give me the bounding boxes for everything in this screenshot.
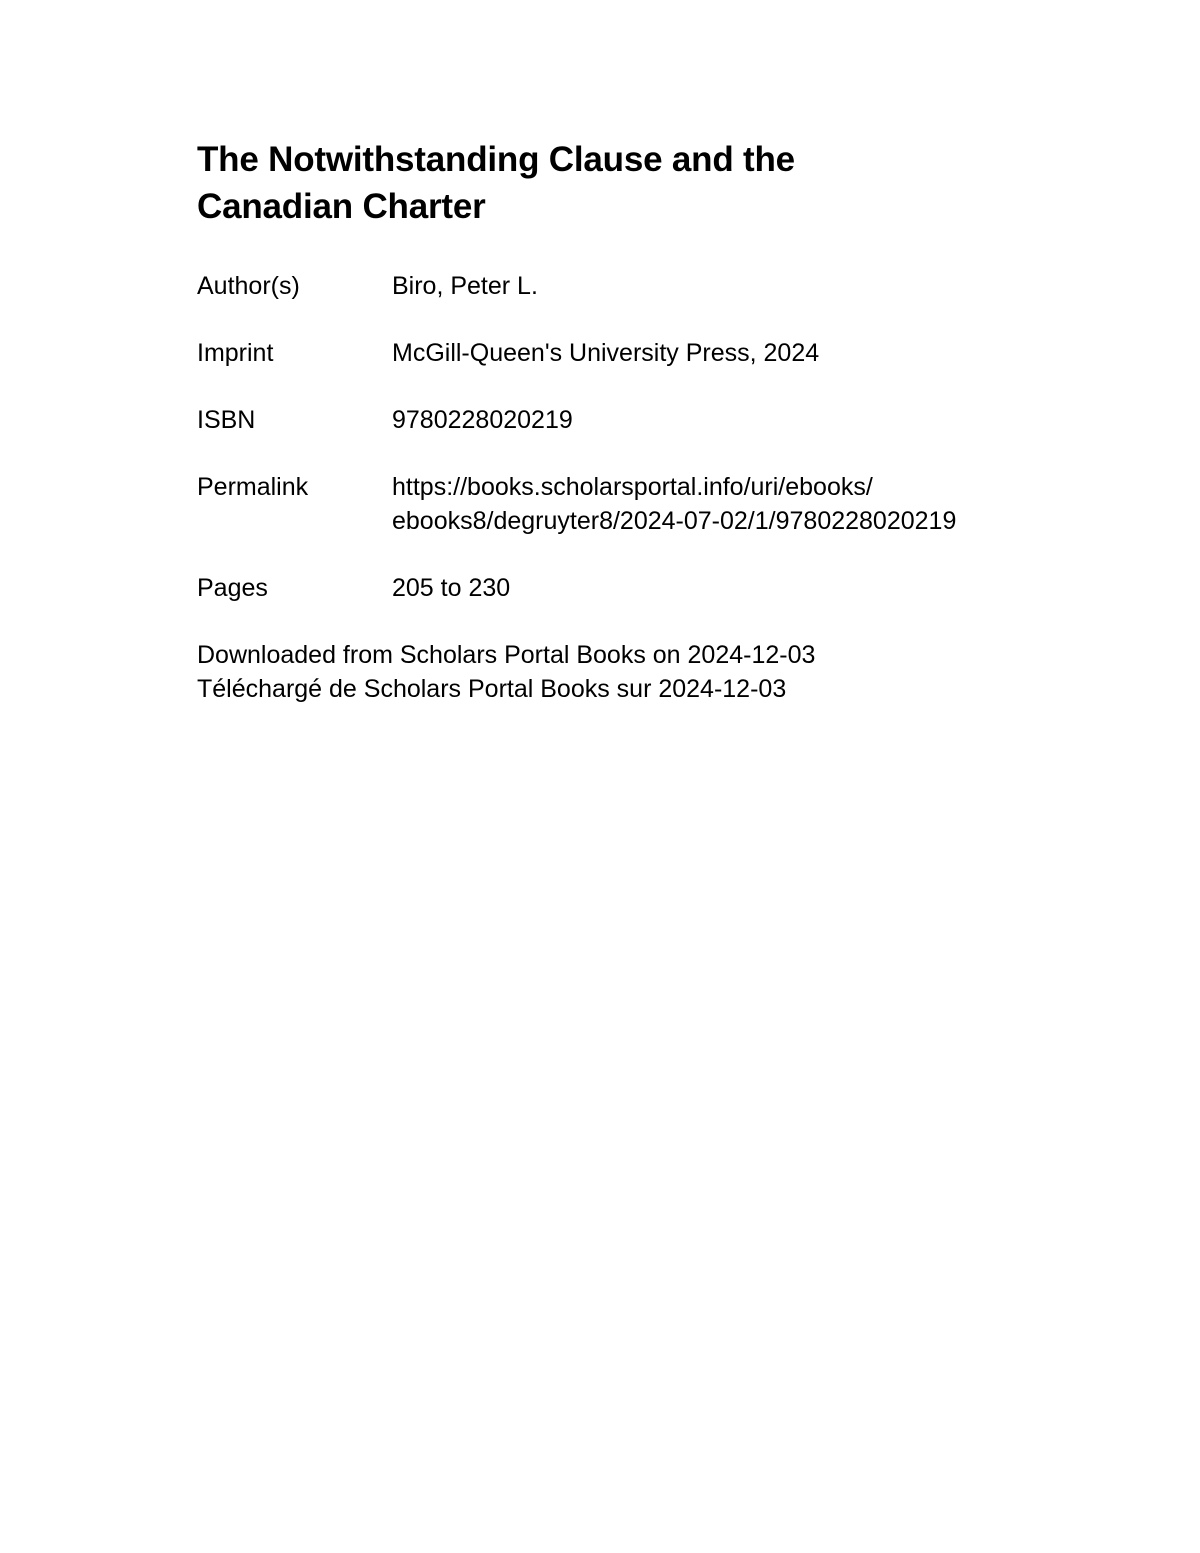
pages-value: 205 to 230 bbox=[392, 574, 511, 602]
download-notice bbox=[197, 638, 1097, 706]
metadata-table bbox=[197, 269, 1097, 605]
authors-row bbox=[197, 269, 1097, 303]
download-notice-en: Downloaded from Scholars Portal Books on 2024-12-03 bbox=[197, 641, 816, 669]
imprint-label: Imprint bbox=[197, 339, 274, 367]
isbn-label: ISBN bbox=[197, 406, 256, 434]
download-notice-fr: Téléchargé de Scholars Portal Books sur 2024-12-03 bbox=[197, 675, 787, 703]
permalink-line-2[interactable]: ebooks8/degruyter8/2024-07-02/1/9780228020219 bbox=[392, 507, 957, 535]
pages-label: Pages bbox=[197, 574, 268, 602]
permalink-label: Permalink bbox=[197, 473, 309, 501]
authors-value: Biro, Peter L. bbox=[392, 272, 538, 300]
pages-row bbox=[197, 571, 1097, 605]
permalink-value[interactable] bbox=[392, 470, 1097, 538]
title-line-2: Canadian Charter bbox=[197, 187, 486, 226]
authors-label: Author(s) bbox=[197, 272, 300, 300]
document-page bbox=[197, 136, 1097, 706]
title-line-1: The Notwithstanding Clause and the bbox=[197, 140, 795, 179]
permalink-line-1[interactable]: https://books.scholarsportal.info/uri/ebooks/ bbox=[392, 473, 873, 501]
isbn-value: 9780228020219 bbox=[392, 406, 573, 434]
imprint-value: McGill-Queen's University Press, 2024 bbox=[392, 339, 820, 367]
document-title bbox=[197, 136, 1097, 230]
permalink-row bbox=[197, 470, 1097, 538]
isbn-row bbox=[197, 403, 1097, 437]
imprint-row bbox=[197, 336, 1097, 370]
